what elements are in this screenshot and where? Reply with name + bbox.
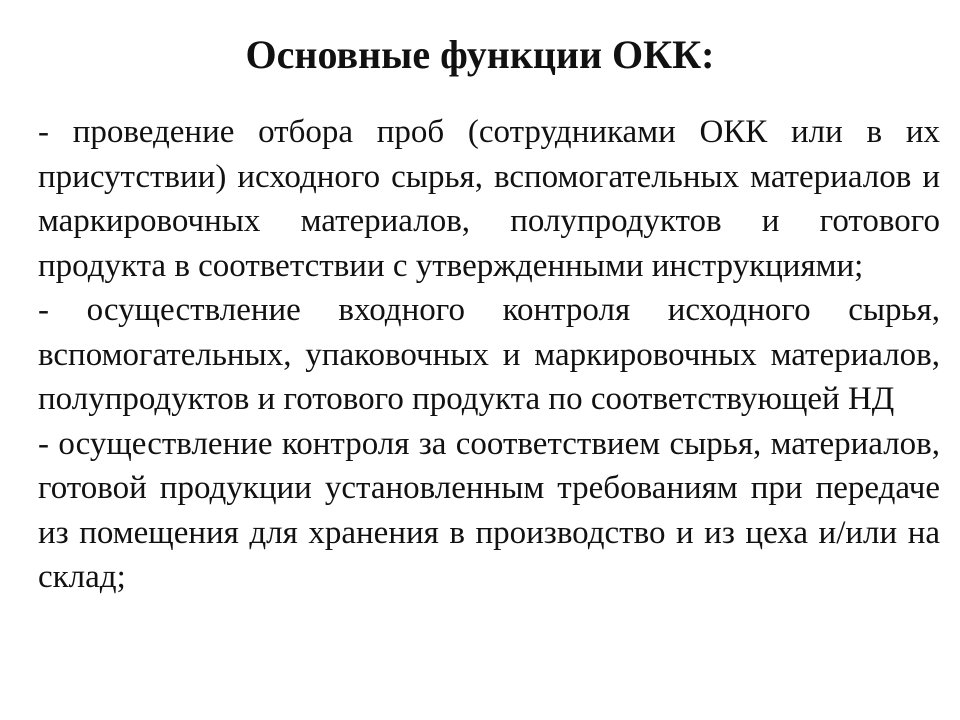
list-item: - осуществление входного контроля исходного сырья, вспомогательных, упаковочных и маркировочных материалов, полупродуктов и готового продукта по соответствующей НД <box>38 292 940 417</box>
list-item: - осуществление контроля за соответствием сырья, материалов, готовой продукции установленным требованиям при передаче из помещения для хранения в производство и из цеха и/или на склад; <box>38 425 940 595</box>
slide-title: Основные функции ОКК: <box>245 32 715 77</box>
functions-list <box>38 110 940 600</box>
list-item: - проведение отбора проб (сотрудниками ОКК или в их присутствии) исходного сырья, вспомогательных материалов и маркировочных материалов, полупродуктов и готового продукта в соответствии с утвержденными инструкциями; <box>38 114 940 284</box>
